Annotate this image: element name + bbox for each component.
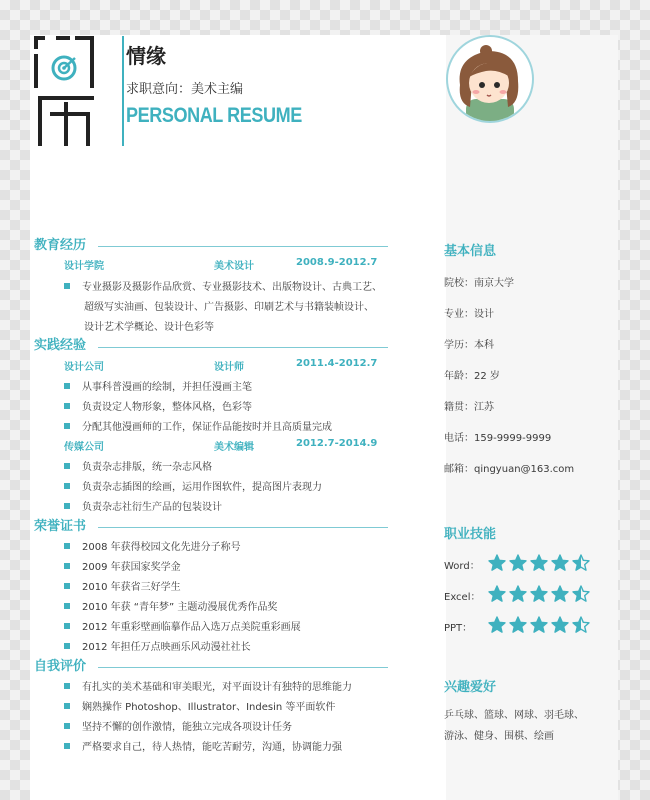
skill-label-word: Word：	[444, 561, 480, 572]
section-title-hobbies: 兴趣爱好	[444, 680, 497, 695]
list-item: 有扎实的美术基础和审美眼光，对平面设计有独特的思维能力	[64, 678, 352, 693]
star-full-icon	[551, 554, 569, 572]
star-full-icon	[530, 585, 548, 603]
skill-label-ppt: PPT：	[444, 623, 473, 634]
list-item: 2008 年获得校园文化先进分子称号	[64, 538, 241, 553]
skill-rating-word	[488, 554, 593, 572]
list-item-continued: 设计艺术学概论、设计色彩等	[84, 322, 214, 333]
entry-period: 2012.7-2014.9	[296, 438, 378, 449]
section-line	[98, 667, 388, 668]
section-line	[98, 246, 388, 247]
entry-org: 设计公司	[64, 362, 104, 373]
bullet-icon	[64, 423, 70, 429]
section-title-basic-info: 基本信息	[444, 244, 497, 259]
entry-org: 设计学院	[64, 261, 104, 272]
bullet-icon	[64, 643, 70, 649]
section-title-education: 教育经历	[34, 238, 87, 253]
star-full-icon	[509, 616, 527, 634]
section-title-skills: 职业技能	[444, 527, 497, 542]
list-item-continued: 超级写实油画、包装设计、广告摄影、印刷艺术与书籍装帧设计、	[84, 302, 374, 313]
star-full-icon	[509, 554, 527, 572]
info-age: 年龄：22 岁	[444, 371, 500, 382]
section-line	[98, 527, 388, 528]
star-full-icon	[551, 585, 569, 603]
star-full-icon	[488, 554, 506, 572]
info-degree: 学历：本科	[444, 340, 494, 351]
info-major: 专业：设计	[444, 309, 494, 320]
list-item: 分配其他漫画师的工作，保证作品能按时并且高质量完成	[64, 418, 332, 433]
skill-rating-excel	[488, 585, 593, 603]
resume-logo-icon	[34, 36, 94, 146]
list-item: 2009 年获国家奖学金	[64, 558, 181, 573]
star-full-icon	[530, 616, 548, 634]
list-item: 2012 年担任万点映画乐风动漫社社长	[64, 638, 251, 653]
star-full-icon	[488, 616, 506, 634]
entry-role: 美术设计	[214, 261, 254, 272]
bullet-icon	[64, 563, 70, 569]
entry-role: 设计师	[214, 362, 244, 373]
bullet-icon	[64, 543, 70, 549]
entry-period: 2008.9-2012.7	[296, 257, 378, 268]
bullet-icon	[64, 463, 70, 469]
hobbies-line: 乒乓球、篮球、网球、羽毛球、	[444, 710, 584, 721]
entry-period: 2011.4-2012.7	[296, 358, 378, 369]
list-item: 2010 年获 “青年梦” 主题动漫展优秀作品奖	[64, 598, 277, 613]
hobbies-line: 游泳、健身、围棋、绘画	[444, 731, 554, 742]
star-full-icon	[509, 585, 527, 603]
section-title-experience: 实践经验	[34, 338, 87, 353]
bullet-icon	[64, 703, 70, 709]
skill-rating-ppt	[488, 616, 593, 634]
list-item: 专业摄影及摄影作品欣赏、专业摄影技术、出版物设计、古典工艺、	[64, 278, 382, 293]
list-item: 2010 年获省三好学生	[64, 578, 181, 593]
job-intent: 求职意向：美术主编	[126, 82, 244, 97]
bullet-icon	[64, 583, 70, 589]
info-hometown: 籍贯：江苏	[444, 402, 494, 413]
list-item: 娴熟操作 Photoshop、Illustrator、Indesin 等平面软件	[64, 698, 335, 713]
bullet-icon	[64, 623, 70, 629]
info-phone: 电话：159-9999-9999	[444, 433, 552, 444]
bullet-icon	[64, 483, 70, 489]
entry-org: 传媒公司	[64, 442, 104, 453]
bullet-icon	[64, 683, 70, 689]
list-item: 从事科普漫画的绘制，并担任漫画主笔	[64, 378, 252, 393]
personal-resume-title: PERSONAL RESUME	[126, 104, 302, 127]
star-full-icon	[551, 616, 569, 634]
bullet-icon	[64, 743, 70, 749]
star-full-icon	[530, 554, 548, 572]
bullet-icon	[64, 283, 70, 289]
list-item: 严格要求自己，待人热情，能吃苦耐劳，沟通，协调能力强	[64, 738, 342, 753]
bullet-icon	[64, 503, 70, 509]
bullet-icon	[64, 603, 70, 609]
info-school: 院校：南京大学	[444, 278, 514, 289]
star-full-icon	[488, 585, 506, 603]
bullet-icon	[64, 383, 70, 389]
star-half-icon	[572, 616, 590, 634]
list-item: 坚持不懈的创作激情，能独立完成各项设计任务	[64, 718, 292, 733]
girl-avatar-icon	[448, 37, 532, 121]
section-title-honors: 荣誉证书	[34, 519, 87, 534]
candidate-name: 情缘	[126, 44, 166, 68]
avatar	[446, 35, 534, 123]
section-line	[98, 347, 388, 348]
list-item: 2012 年重彩壁画临摹作品入选万点美院重彩画展	[64, 618, 301, 633]
header-divider	[122, 36, 124, 146]
info-email: 邮箱：qingyuan@163.com	[444, 464, 575, 475]
bullet-icon	[64, 723, 70, 729]
bullet-icon	[64, 403, 70, 409]
list-item: 负责杂志插图的绘画，运用作图软件，提高图片表现力	[64, 478, 322, 493]
star-half-icon	[572, 585, 590, 603]
section-title-self-eval: 自我评价	[34, 659, 87, 674]
star-half-icon	[572, 554, 590, 572]
list-item: 负责设定人物形象，整体风格，色彩等	[64, 398, 252, 413]
list-item: 负责杂志排版，统一杂志风格	[64, 458, 212, 473]
list-item: 负责杂志社衍生产品的包装设计	[64, 498, 222, 513]
skill-label-excel: Excel：	[444, 592, 481, 603]
entry-role: 美术编辑	[214, 442, 254, 453]
